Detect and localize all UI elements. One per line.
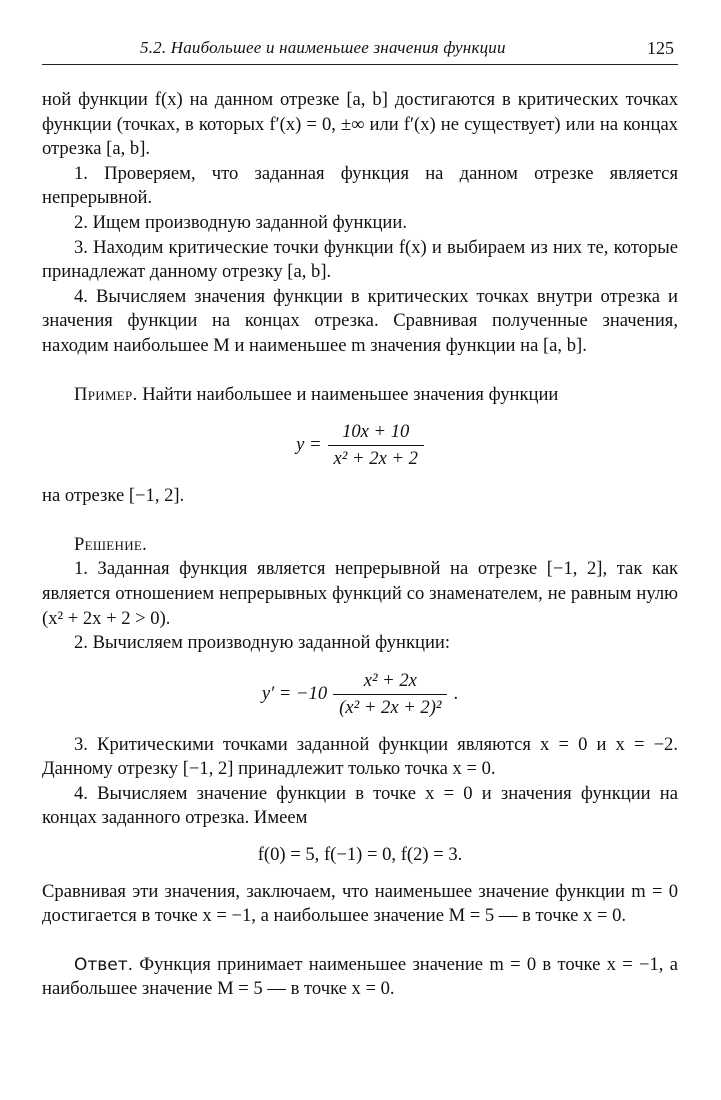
header-title: 5.2. Наибольшее и наименьшее значения функции <box>140 38 506 57</box>
comparison-paragraph: Сравнивая эти значения, заключаем, что наименьшее значение функции m = 0 достигается в точке x = −1, а наибольшее значение M = 5 — в точке x = 0. <box>42 880 678 927</box>
answer-paragraph <box>42 953 678 1002</box>
example-interval: на отрезке [−1, 2]. <box>42 485 185 507</box>
formula-fraction <box>328 419 424 472</box>
example-label: Пример. <box>74 383 138 405</box>
method-step-4: 4. Вычисляем значения функции в критических точках внутри отрезка и значения функции на концах отрезка. Сравнивая полученные значения, находим наибольшее M и наименьшее m значения функции на [a, b]. <box>42 285 678 356</box>
method-step-2: 2. Ищем производную заданной функции. <box>74 211 407 233</box>
derivative-end: . <box>453 682 459 704</box>
derivative-formula <box>42 668 678 721</box>
answer-text: Функция принимает наименьшее значение m = 0 в точке x = −1, а наибольшее значение M = 5 — в точке x = 0. <box>42 953 678 1000</box>
formula-denominator: x² + 2x + 2 <box>333 448 418 470</box>
answer-label: Ответ. <box>74 954 134 975</box>
solution-step-4: 4. Вычисляем значение функции в точке x = 0 и значения функции на концах заданного отрезка. Имеем <box>42 782 678 829</box>
derivative-denominator: (x² + 2x + 2)² <box>339 696 442 718</box>
page-content <box>42 88 678 1002</box>
formula-numerator: 10x + 10 <box>328 419 424 446</box>
page-number: 125 <box>647 38 674 58</box>
derivative-fraction <box>333 668 447 721</box>
intro-paragraph: ной функции f(x) на данном отрезке [a, b] достигаются в критических точках функции (точках, в которых f′(x) = 0, ±∞ или f′(x) не существует) или на концах отрезка [a, b]. <box>42 89 678 160</box>
solution-label: Решение. <box>74 533 148 555</box>
solution-step-3: 3. Критическими точками заданной функции являются x = 0 и x = −2. Данному отрезку [−1, 2] принадлежит только точка x = 0. <box>42 733 678 780</box>
derivative-numerator: x² + 2x <box>333 668 447 695</box>
function-formula <box>42 419 678 472</box>
example-text: Найти наибольшее и наименьшее значения функции <box>142 383 559 405</box>
solution-step-1: 1. Заданная функция является непрерывной на отрезке [−1, 2], так как является отношением непрерывных функций со знаменателем, не равным нулю (x² + 2x + 2 > 0). <box>42 558 678 629</box>
method-step-3: 3. Находим критические точки функции f(x) и выбираем из них те, которые принадлежат данному отрезку [a, b]. <box>42 236 678 283</box>
solution-step-2: 2. Вычисляем производную заданной функции: <box>74 632 451 654</box>
values-formula: f(0) = 5, f(−1) = 0, f(2) = 3. <box>257 844 463 866</box>
formula-lhs: y = <box>296 434 322 456</box>
method-step-1: 1. Проверяем, что заданная функция на данном отрезке является непрерывной. <box>42 162 678 209</box>
derivative-lhs: y′ = −10 <box>261 682 328 704</box>
running-header <box>42 34 678 65</box>
example-statement <box>42 383 678 408</box>
